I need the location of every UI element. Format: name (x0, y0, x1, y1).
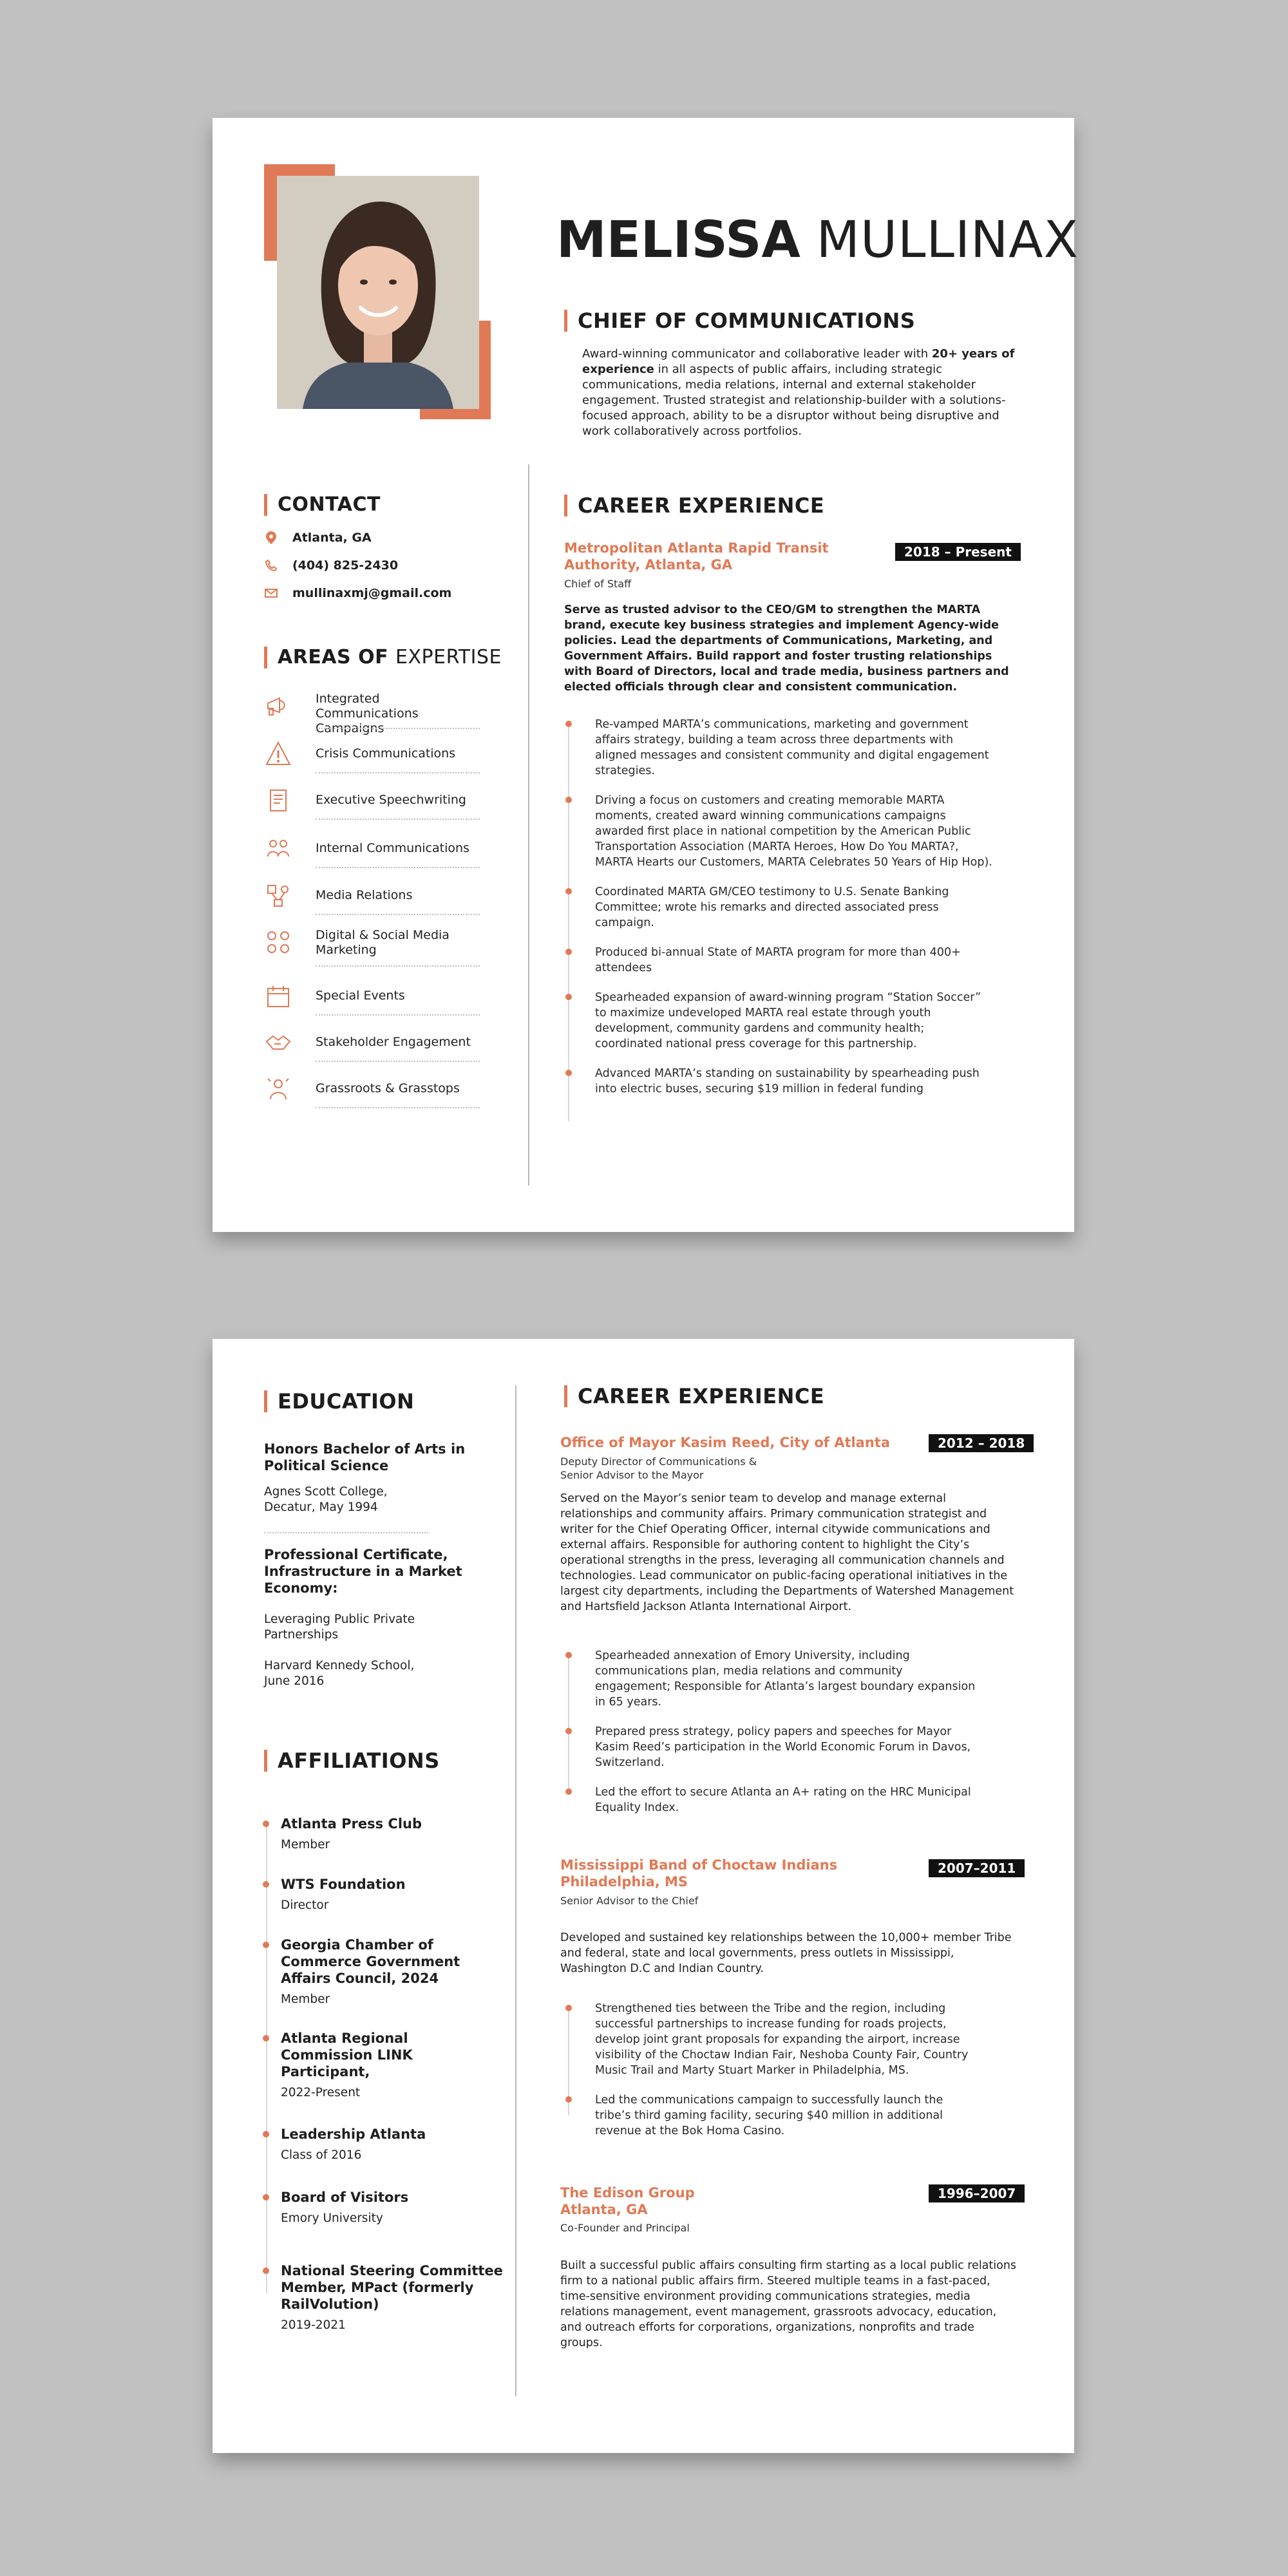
job-bullets (568, 1648, 980, 1830)
bullet-dot (565, 721, 572, 727)
accent-bar (564, 1385, 567, 1407)
first-name: MELISSA (556, 211, 800, 269)
bullet-item (568, 793, 993, 870)
bullet-dot (565, 888, 572, 895)
education-title (264, 1389, 414, 1414)
affiliation-name: National Steering Committee Member, MPact (formerly RailVolution) (281, 2263, 503, 2312)
accent-bar (264, 494, 267, 516)
bullet-item (568, 990, 993, 1052)
expertise-title (264, 646, 502, 668)
affiliation-name: Atlanta Press Club (281, 1816, 422, 1832)
bullet-dot (263, 1942, 269, 1948)
bullet-dot (263, 2131, 269, 2137)
affiliations-title-text: AFFILIATIONS (278, 1748, 440, 1773)
career-title-text: CAREER EXPERIENCE (578, 1384, 825, 1408)
bullet-item (568, 1724, 980, 1770)
affiliation-item (281, 2189, 513, 2226)
affiliation-item (281, 1876, 513, 1913)
education-degree-2: Professional Certificate, Infrastructure in a Market Economy: (264, 1547, 462, 1596)
social-icon (264, 928, 292, 956)
education-title-text: EDUCATION (278, 1389, 415, 1414)
resume-page-1 (213, 118, 1079, 1232)
affiliation-role: 2019-2021 (281, 2318, 346, 2332)
bullet-dot (263, 1821, 269, 1827)
document-icon (264, 786, 292, 815)
people-icon (264, 835, 292, 863)
bullet-text: Spearheaded expansion of award-winning program “Station Soccer” to maximize undeveloped MARTA real estate through youth development, community gardens and community health; coordinated national press coverage for this partnership. (595, 991, 981, 1050)
bullet-dot (565, 1652, 572, 1658)
bullet-text: Advanced MARTA’s standing on sustainability by spearheading push into electric buses, securing $19 million in federal funding (595, 1067, 980, 1095)
career-title (564, 493, 824, 518)
bullet-dot (565, 797, 572, 803)
bullet-item (568, 945, 993, 976)
location-text: Atlanta, GA (292, 531, 372, 545)
candidate-name (556, 211, 1079, 269)
affiliation-role: Member (281, 1838, 330, 1852)
affiliation-item (281, 2126, 513, 2163)
bullet-text: Led the effort to secure Atlanta an A+ rating on the HRC Municipal Equality Index. (595, 1786, 971, 1814)
accent-bar (564, 495, 567, 516)
contact-title-text: CONTACT (278, 493, 381, 516)
bullet-text: Coordinated MARTA GM/CEO testimony to U.S. Senate Banking Committee; wrote his remarks and directed associated press campaign. (595, 886, 949, 929)
expertise-label: Media Relations (316, 888, 413, 902)
career-title-text: CAREER EXPERIENCE (578, 493, 825, 518)
bullet-dot (263, 1881, 269, 1888)
bullet-text: Produced bi-annual State of MARTA program for more than 400+ attendees (595, 946, 961, 974)
affiliation-name: Leadership Atlanta (281, 2126, 426, 2142)
resume-page-2 (213, 1339, 1074, 2453)
expertise-label: Digital & Social Media Marketing (316, 928, 450, 957)
contact-phone[interactable] (264, 558, 398, 573)
job-title: Deputy Director of Communications & Senior Advisor to the Mayor (560, 1455, 757, 1481)
job-dates-badge: 1996–2007 (929, 2184, 1025, 2202)
column-divider (515, 1385, 516, 2396)
affiliation-item (281, 1815, 513, 1853)
affiliation-name: WTS Foundation (281, 1877, 406, 1892)
expertise-label: Stakeholder Engagement (316, 1035, 471, 1049)
dotted-separator (316, 1107, 480, 1108)
affiliation-item (281, 1937, 474, 2007)
bullet-dot (565, 1788, 572, 1795)
network-icon (264, 882, 292, 910)
email-icon (264, 586, 278, 600)
education-degree-1: Honors Bachelor of Arts in Political Science (264, 1441, 466, 1473)
job-dates-badge: 2007–2011 (929, 1859, 1025, 1877)
dotted-separator (316, 914, 480, 915)
bullet-item (568, 1785, 980, 1815)
dotted-separator (264, 1532, 428, 1533)
expertise-label: Crisis Communications (316, 746, 456, 761)
bullet-item (568, 2092, 980, 2139)
job-dates-badge: 2012 – 2018 (929, 1434, 1034, 1452)
dotted-separator (316, 965, 480, 967)
job-title: Chief of Staff (564, 578, 632, 590)
job-summary: Developed and sustained key relationships between the 10,000+ member Tribe and federal, state and local governments, press outlets in Mississippi, Washington D.C and Indian Country. (560, 1931, 1012, 1975)
affiliation-item (281, 2030, 448, 2101)
job-organization: Metropolitan Atlanta Rapid Transit Authority, Atlanta, GA (564, 540, 829, 573)
affiliation-role: Emory University (281, 2211, 383, 2225)
bullet-dot (263, 2035, 269, 2041)
expertise-title-light: EXPERTISE (395, 646, 502, 668)
contact-location (264, 531, 372, 545)
dotted-separator (316, 728, 480, 729)
dotted-separator (316, 772, 480, 773)
expertise-title-bold: AREAS OF (278, 646, 389, 668)
column-divider (528, 464, 529, 1186)
expertise-label: Integrated Communications Campaigns (316, 692, 419, 735)
bullet-text: Prepared press strategy, policy papers and speeches for Mayor Kasim Reed’s participation in the World Economic Forum in Davos, Switzerland. (595, 1725, 971, 1769)
affiliation-timeline (266, 1823, 267, 2293)
bullet-text: Led the communications campaign to successfully launch the tribe’s third gaming facility, securing $40 million in additional revenue at the Bok Homa Casino. (595, 2094, 943, 2137)
intro-bold: 20+ years of experience (582, 347, 1015, 376)
bullet-dot (565, 1070, 572, 1076)
bullet-dot (565, 2096, 572, 2103)
contact-email[interactable] (264, 586, 451, 600)
community-icon (264, 1075, 292, 1103)
affiliation-name: Georgia Chamber of Commerce Government Affairs Council, 2024 (281, 1937, 460, 1986)
bullet-dot (565, 949, 572, 955)
portrait-icon (277, 176, 479, 409)
location-pin-icon (264, 531, 278, 545)
affiliation-role: Member (281, 1993, 330, 2006)
job-summary: Serve as trusted advisor to the CEO/GM to strengthen the MARTA brand, execute key business strategies and implement Agency-wide policies. Lead the departments of Communications, Marketing, and Government Affairs. Build rapport and foster trusting relationships with Board of Directors, local and trade media, business partners and elected officials through clear and consistent communication. (564, 603, 1009, 694)
affiliation-role: 2022-Present (281, 2086, 361, 2099)
bullet-item (568, 717, 993, 779)
headline (564, 308, 915, 333)
dotted-separator (316, 1014, 480, 1016)
dotted-separator (316, 1061, 480, 1062)
bullet-dot (565, 1728, 572, 1734)
bullet-item (568, 1066, 993, 1097)
calendar-icon (264, 982, 292, 1010)
career-title (564, 1384, 824, 1408)
campaign-icon (264, 692, 292, 720)
job-bullets (568, 2001, 980, 2153)
bullet-item (568, 884, 993, 931)
bullet-text: Spearheaded annexation of Emory University, including communications plan, media relations and community engagement; Responsible for Atlanta’s largest boundary expansion in 65 years. (595, 1649, 976, 1709)
phone-text: (404) 825-2430 (292, 558, 399, 573)
email-text: mullinaxmj@gmail.com (292, 586, 452, 600)
job-bullets (568, 717, 993, 1111)
expertise-label: Executive Speechwriting (316, 793, 466, 807)
job-organization: Mississippi Band of Choctaw Indians Philadelphia, MS (560, 1857, 838, 1889)
job-title: Senior Advisor to the Chief (560, 1895, 699, 1907)
expertise-label: Special Events (316, 989, 405, 1003)
intro-part-1: Award-winning communicator and collaborative leader with (582, 347, 932, 361)
accent-bar (264, 1390, 267, 1412)
job-title: Co-Founder and Principal (560, 2222, 690, 2234)
bullet-item (568, 2001, 980, 2078)
education-school-2: Harvard Kennedy School, June 2016 (264, 1659, 415, 1688)
dotted-separator (316, 867, 480, 868)
headline-text: CHIEF OF COMMUNICATIONS (578, 308, 916, 333)
education-school-1: Agnes Scott College, Decatur, May 1994 (264, 1485, 388, 1514)
job-summary: Served on the Mayor’s senior team to develop and manage external relationships and community affairs. Primary communication strategist and writer for the Chief Operating Officer, internal citywide communications and external affairs. Responsible for authoring content to highlight the City’s operational strengths in the press, leveraging all communication channels and technologies. Lead communicator on public-facing operational initiatives in the largest city departments, including the Departments of Watershed Management and Hartsfield Jackson Atlanta International Airport. (560, 1492, 1014, 1613)
job-organization: Office of Mayor Kasim Reed, City of Atlanta (560, 1435, 891, 1450)
expertise-label: Internal Communications (316, 841, 469, 855)
affiliation-name: Atlanta Regional Commission LINK Participant, (281, 2031, 413, 2079)
dotted-separator (316, 819, 480, 820)
last-name: MULLINAX (816, 211, 1079, 269)
bullet-dot (263, 2194, 269, 2201)
expertise-label: Grassroots & Grasstops (316, 1081, 460, 1095)
intro-part-2: in all aspects of public affairs, including strategic communications, media relations, internal and external stakeholder engagement. Trusted strategist and relationship-builder with a solutions-focused approach, ability to be a disruptor without being disruptive and work collaboratively across portfolios. (582, 363, 1006, 438)
bullet-dot (565, 994, 572, 1000)
bullet-dot (263, 2268, 269, 2274)
affiliation-item (281, 2262, 506, 2333)
job-organization: The Edison Group Atlanta, GA (560, 2185, 695, 2217)
affiliation-role: Class of 2016 (281, 2148, 362, 2162)
job-dates-badge: 2018 – Present (895, 543, 1021, 561)
accent-bar (564, 310, 567, 332)
warning-icon (264, 740, 292, 768)
profile-photo (277, 176, 479, 409)
accent-bar (264, 647, 267, 668)
handshake-icon (264, 1028, 292, 1057)
contact-title (264, 493, 381, 516)
bullet-text: Strengthened ties between the Tribe and the region, including successful partnerships to increase funding for roads projects, develop joint grant proposals for expanding the airport, increase visibility of the Choctaw Indian Fair, Neshoba County Fair, Country Music Trail and Marty Stuart Marker in Philadelphia, MS. (595, 2002, 969, 2077)
intro-summary (582, 346, 1027, 439)
bullet-text: Driving a focus on customers and creating memorable MARTA moments, created award winning communications campaigns awarded first place in national competition by the American Public Transportation Association (MARTA Heroes, How Do You MARTA?, MARTA Hearts our Customers, MARTA Celebrates 50 Years of Hip Hop). (595, 794, 992, 869)
bullet-text: Re-vamped MARTA’s communications, marketing and government affairs strategy, building a team across three departments with aligned messages and consistent community and digital engagement strategies. (595, 718, 989, 777)
affiliation-role: Director (281, 1899, 329, 1912)
affiliations-title (264, 1748, 440, 1773)
affiliation-name: Board of Visitors (281, 2190, 409, 2205)
job-summary: Built a successful public affairs consulting firm starting as a local public relations firm to a national public affairs firm. Steered multiple teams in a fast-paced, time-sensitive environment providing communications strategies, media relations management, event management, grassroots advocacy, education, and outreach efforts for corporations, organizations, nonprofits and trade groups. (560, 2259, 1017, 2349)
accent-bar (264, 1750, 267, 1772)
phone-icon (264, 558, 278, 573)
bullet-dot (565, 2005, 572, 2011)
education-sub-2: Leveraging Public Private Partnerships (264, 1613, 415, 1642)
bullet-item (568, 1648, 980, 1710)
